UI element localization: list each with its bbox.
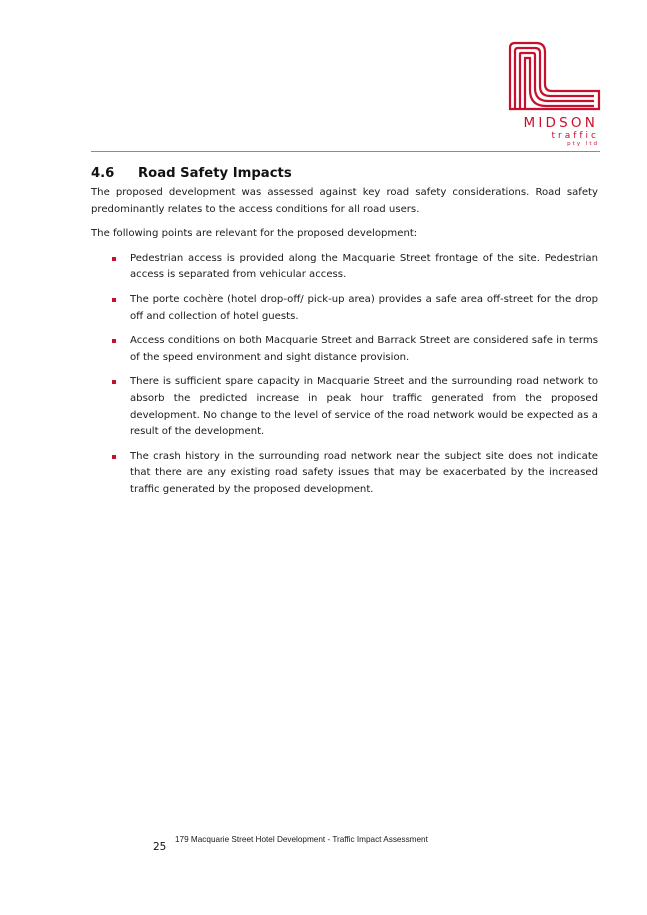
midson-logo-icon: [506, 40, 602, 115]
bullet-icon: [112, 339, 116, 343]
section-title: Road Safety Impacts: [138, 166, 292, 181]
list-item-text: The crash history in the surrounding road network near the subject site does not indicate that there are any existing road safety issues that may be exacerbated by the increased traffic generated by the proposed development.: [130, 450, 598, 495]
header-divider: [91, 151, 600, 152]
intro-paragraph: The proposed development was assessed against key road safety considerations. Road safety predominantly relates to the access conditions for all road users.: [91, 187, 598, 215]
list-item: [91, 251, 598, 284]
bullet-icon: [112, 455, 116, 459]
bullet-icon: [112, 257, 116, 261]
list-item: [91, 374, 598, 440]
logo-subtitle-small: pty ltd: [567, 141, 599, 147]
list-item-text: There is sufficient spare capacity in Macquarie Street and the surrounding road network to absorb the predicted increase in peak hour traffic generated from the proposed development. No change to the level of service of the road network would be expected as a result of the development.: [130, 376, 598, 438]
section-number: 4.6: [91, 166, 115, 181]
list-item: [91, 449, 598, 499]
bullet-icon: [112, 298, 116, 302]
list-item-text: Access conditions on both Macquarie Street and Barrack Street are considered safe in terms of the speed environment and sight distance provision.: [130, 335, 598, 363]
list-item-text: Pedestrian access is provided along the Macquarie Street frontage of the site. Pedestrian access is separated from vehicular access.: [130, 252, 598, 281]
footer-document-title: 179 Macquarie Street Hotel Development - Traffic Impact Assessment: [175, 835, 428, 844]
logo-wordmark: MIDSON: [523, 115, 598, 131]
section-heading: [91, 165, 601, 182]
bullet-icon: [112, 380, 116, 384]
page-number: 25: [153, 841, 167, 853]
safety-points-list: [91, 251, 598, 499]
logo-subtitle: traffic: [551, 131, 599, 141]
list-item-text: The porte cochère (hotel drop-off/ pick-up area) provides a safe area off-street for the drop off and collection of hotel guests.: [130, 293, 598, 322]
points-lead-paragraph: The following points are relevant for the proposed development:: [91, 228, 418, 240]
section-body: [91, 185, 598, 507]
list-item: [91, 292, 598, 325]
list-item: [91, 333, 598, 366]
